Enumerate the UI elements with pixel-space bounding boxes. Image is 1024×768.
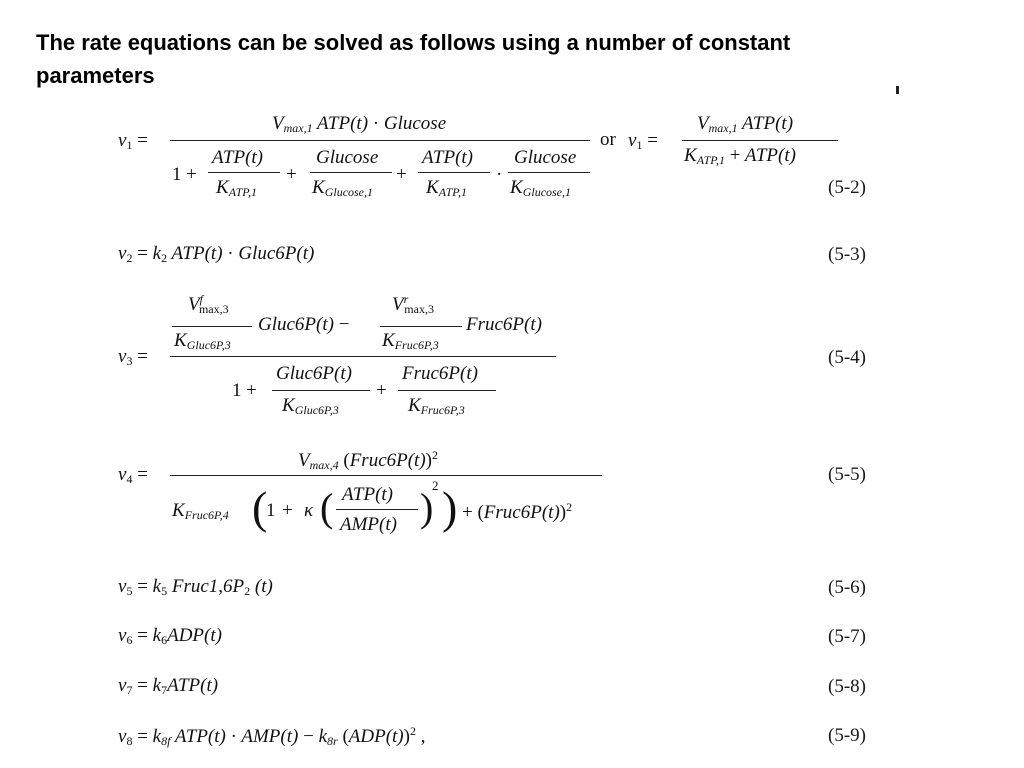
equation-number-5-2: (5-2) xyxy=(828,177,866,198)
heading-line-1: The rate equations can be solved as follows using a number of constant xyxy=(36,30,791,55)
equation-number-5-5: (5-5) xyxy=(828,464,866,485)
equation-number-5-4: (5-4) xyxy=(828,347,866,368)
equation-number-5-7: (5-7) xyxy=(828,626,866,647)
heading-line-2: parameters xyxy=(36,63,155,88)
equation-v2: $v_2 = k_2$ ATP(t) · Gluc6P(t) (5-3) xyxy=(118,243,866,265)
equation-number-5-3: (5-3) xyxy=(828,244,866,265)
equation-number-5-8: (5-8) xyxy=(828,676,866,697)
equation-v8: $v_8 = k_{8f}$ $ATP(t) \cdot AMP(t) - k_{8r}$ $(ADP(t))^2$ , (5-9) xyxy=(118,724,866,748)
equation-v1: $v_1$ = $V_{max,1}$ ATP(t) · Glucose 1 + ATP(t) $K_{ATP,1}$ + Glucose $K_{Glucose,1}$ + ATP(t) $K_{ATP,1}$ · Glucose $K_{Glucose,1}$ or $v_1$ = $V_{max,1}$ ATP(t) $K_{ATP,1} + ATP(t)$ (5-2) xyxy=(118,113,866,199)
equation-v4: $v_4$ = $V_{max,4}$ (Fruc6P(t))$^2$ $K_{Fruc6P,4}$ ( 1 + κ ( ATP(t) AMP(t) ) 2 ) + (Fruc6P(t))$^2$ (5-5) xyxy=(118,448,866,535)
equation-v3: $v_3$ = $V^f_{max,3}$ $K_{Gluc6P,3}$ Gluc6P(t) − $V^r_{max,3}$ $K_{Fruc6P,3}$ Fruc6P(t) 1 + Gluc6P(t) $K_{Gluc6P,3}$ + Fruc6P(t) $K_{Fruc6P,3}$ (5-4) xyxy=(118,292,866,417)
equation-number-5-9: (5-9) xyxy=(828,725,866,746)
equation-v6: $v_6 = k_6ADP(t)$ (5-7) xyxy=(118,625,866,647)
equation-v5: $v_5 = k_5$ $Fruc1,6P_2$ (t) (5-6) xyxy=(118,576,866,598)
v1-numerator: $V_{max,1}$ ATP(t) · Glucose xyxy=(272,113,447,135)
equation-number-5-6: (5-6) xyxy=(828,577,866,598)
equation-v7: $v_7 = k_7ATP(t)$ (5-8) xyxy=(118,675,866,697)
